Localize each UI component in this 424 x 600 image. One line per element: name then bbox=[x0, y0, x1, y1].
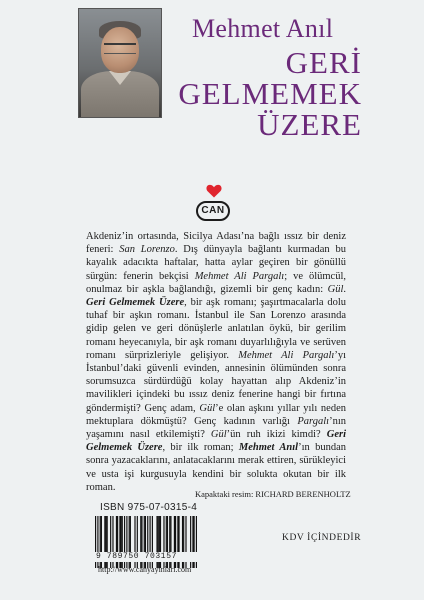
book-title-line-3: ÜZERE bbox=[257, 107, 362, 142]
blurb-segment: . Dış dünyayla bağlantı kurmadan bu kayalık adacıkta haftalar, hatta aylar geçiren bir gönüllü sürgün: fenerin bekçisi bbox=[86, 244, 346, 282]
blurb-segment: ’ün ruh ikizi kimdi? bbox=[226, 429, 327, 441]
blurb-segment: ’yı İstanbul’daki güvenli evinden, annesinin ölümünden sonra sorumsuzca sürdürdüğü kolay hayattan alıp Akdeniz’in mavilikleri içindeki bu ıssız deniz fenerine hangi bir fırtına göndermişti? Genç adam, bbox=[86, 349, 346, 414]
publisher-url: http://www.canyayinlari.com bbox=[98, 565, 192, 574]
blurb-segment: Akdeniz’in ortasında, Sicilya Adası’na bağlı ıssız bir deniz feneri: bbox=[86, 231, 346, 256]
blurb-segment: Mehmet Ali Pargalı bbox=[194, 270, 285, 282]
blurb-segment: Gül bbox=[327, 283, 344, 295]
blurb-segment: Gül bbox=[210, 429, 227, 441]
blurb-segment: Mehmet Anıl bbox=[238, 442, 299, 454]
blurb-segment: ’e olan aşkını yıllar yılı neden mektuplara dökmüştü? Genç kadının varlığı bbox=[86, 402, 347, 427]
book-title-line-1: GERİ bbox=[285, 45, 362, 80]
blurb-segment: ’ın bundan sonra yazacaklarını, anlatacaklarını merak ettiren, sürükleyici ve usta işi kurgusuyla kendini bir solukta okutan bir ilk roman. bbox=[86, 442, 346, 493]
blurb-segment: . bbox=[343, 283, 346, 295]
publisher-logo bbox=[192, 184, 234, 222]
blurb-segment: Mehmet Ali Pargalı bbox=[238, 349, 335, 361]
isbn-number: ISBN 975-07-0315-4 bbox=[100, 502, 198, 513]
author-photo bbox=[78, 8, 162, 118]
book-title-line-2: GELMEMEK bbox=[178, 76, 362, 111]
cover-image-credit: Kapaktaki resim: RICHARD BERENHOLTZ bbox=[195, 489, 351, 499]
author-name: Mehmet Anıl bbox=[192, 14, 334, 43]
blurb-segment: ’nın yaşamını nasıl etkilemişti? bbox=[86, 415, 346, 441]
blurb-segment: Pargalı bbox=[297, 415, 330, 427]
blurb-segment: Gül bbox=[199, 402, 216, 414]
tax-note: KDV İÇİNDEDİR bbox=[282, 533, 362, 543]
barcode-digits: 9 789750 703157 bbox=[95, 552, 200, 562]
back-cover-blurb bbox=[86, 230, 346, 494]
blurb-segment: , bir ilk roman; bbox=[162, 442, 239, 454]
blurb-segment: Geri Gelmemek Üzere bbox=[86, 429, 346, 454]
blurb-segment: , bir aşk romanı; şaşırtmacalarla dolu tuhaf bir aşkın romanı. İstanbul ile San Lorenzo arasında gidip gelen ve geri dönüşlerle anlatılan öykü, bir gerilim romanı heyecanıyla, bir aşk romanı duyarlılığıyla ve serüven romanı sürprizleriyle gelişiyor. bbox=[86, 297, 347, 361]
heart-icon bbox=[206, 184, 222, 198]
blurb-segment: San Lorenzo bbox=[119, 244, 175, 256]
logo-text: CAN bbox=[196, 201, 230, 221]
blurb-segment: Geri Gelmemek Üzere bbox=[86, 297, 185, 309]
blurb-segment: ; ve ölümcül, onulmaz bir aşkla bağlandığı, gizemli bir genç kadın: bbox=[86, 270, 346, 295]
